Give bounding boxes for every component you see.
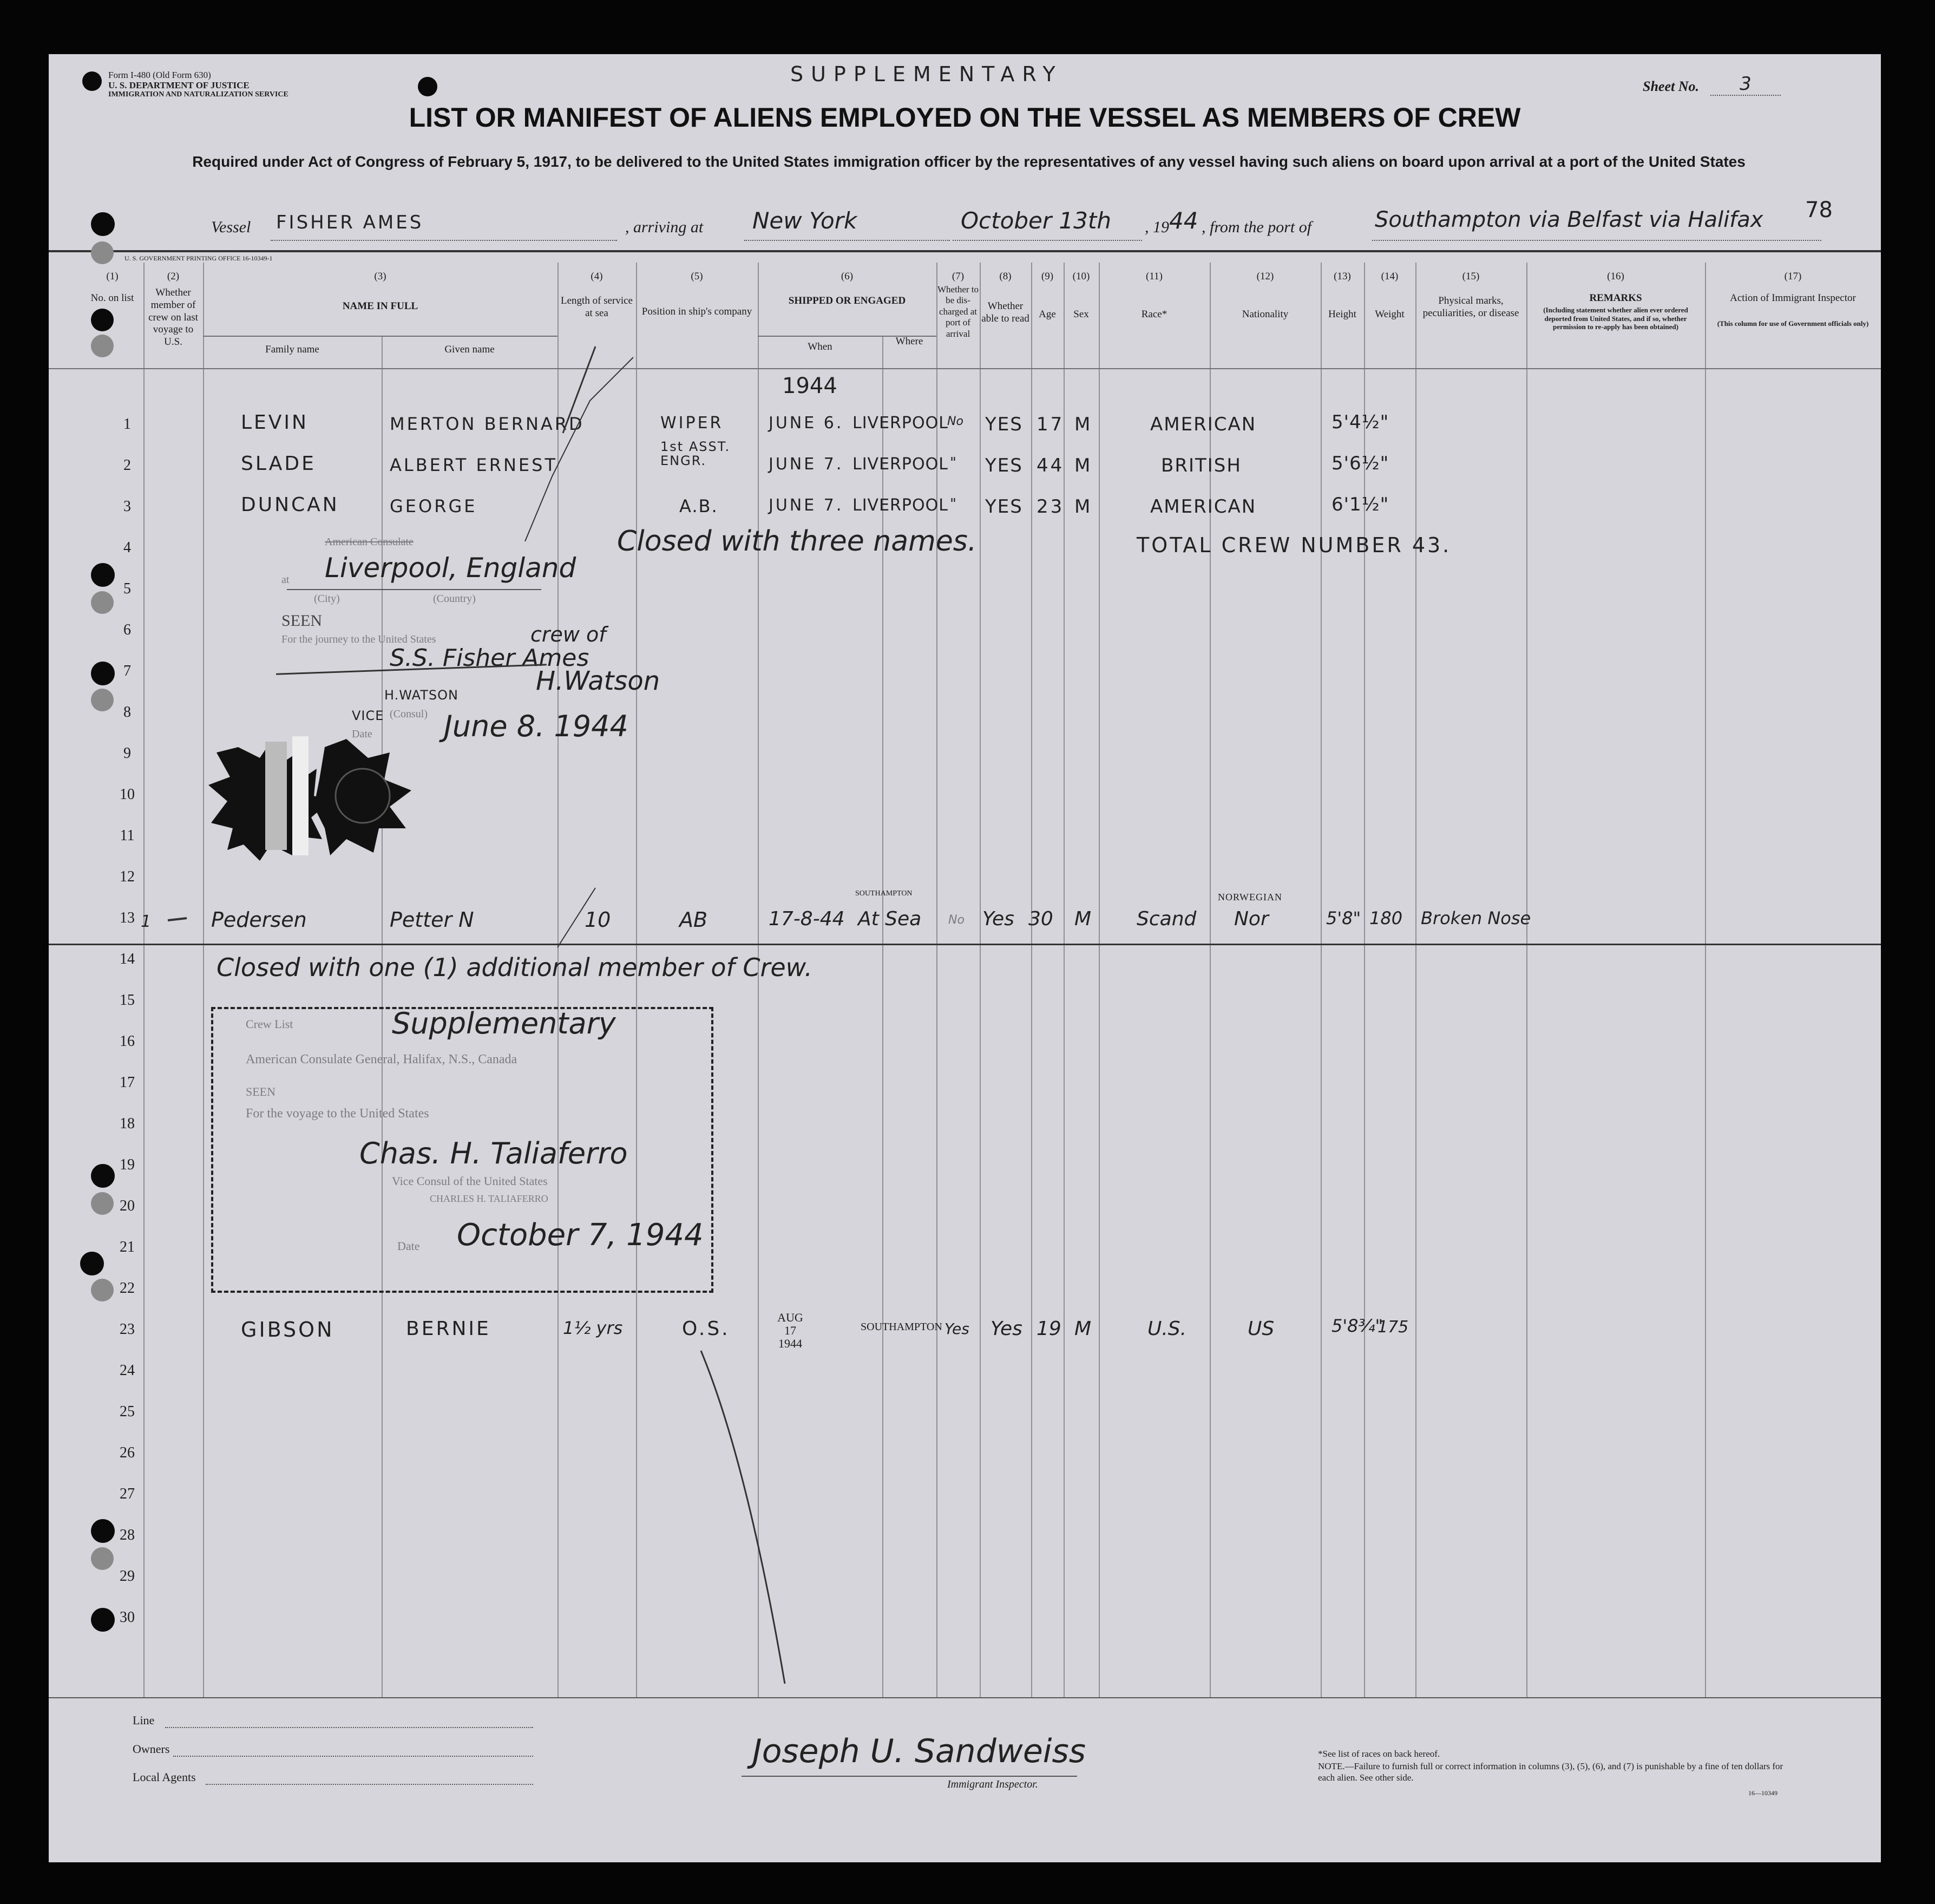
arrival-year: 44 <box>1169 207 1198 234</box>
position: O.S. <box>682 1318 730 1340</box>
age: 17 <box>1037 414 1065 435</box>
stamp-for-text: For the journey to the United States <box>281 633 436 645</box>
stamp-seen: SEEN <box>281 612 322 630</box>
discharged: No <box>947 415 963 428</box>
race: BRITISH <box>1161 455 1242 476</box>
col-16-num: (16) <box>1607 271 1624 282</box>
family-name: DUNCAN <box>241 494 339 516</box>
row-number: 4 <box>123 539 131 556</box>
footer-note: NOTE.—Failure to furnish full or correct information in columns (3), (5), (6), and (7) is punishable by a fine of ten dollars for each alien. See other side. <box>1318 1761 1783 1783</box>
col-5-label: Position in ship's company <box>641 306 752 317</box>
stamp-signature: H.Watson <box>536 666 660 696</box>
col-14-label: Weight <box>1375 309 1405 320</box>
stamp-date-label: Date <box>397 1239 420 1253</box>
col-9-label: Age <box>1039 309 1056 320</box>
shipped-when: JUNE 6. <box>769 414 844 433</box>
col-17-num: (17) <box>1784 271 1802 282</box>
row-number: 21 <box>120 1239 135 1255</box>
height: 5'6½" <box>1331 453 1389 474</box>
service: IMMIGRATION AND NATURALIZATION SERVICE <box>108 90 288 99</box>
footer-form-code: 16—10349 <box>1748 1789 1777 1797</box>
footer-races-note: *See list of races on back hereof. <box>1318 1749 1440 1759</box>
col-13-num: (13) <box>1334 271 1351 282</box>
stamp-consul-label: (Consul) <box>390 708 428 720</box>
row-number: 24 <box>120 1362 135 1379</box>
stamp-city: Liverpool, England <box>325 552 576 584</box>
row-number: 18 <box>120 1115 135 1132</box>
sex: M <box>1074 455 1093 476</box>
stamp-at-label: at <box>281 574 290 586</box>
sex: M <box>1074 414 1093 435</box>
service-length: 10 <box>585 908 611 932</box>
col-15-label: Physical marks, peculiarities, or disease <box>1422 295 1519 319</box>
footer-owners-label: Owners <box>133 1742 170 1756</box>
row-number: 15 <box>120 992 135 1009</box>
stamp-seen: SEEN <box>246 1085 276 1098</box>
row-number: 16 <box>120 1033 135 1050</box>
from-port: Southampton via Belfast via Halifax <box>1375 207 1763 232</box>
col-2-label: Whether member of crew on last voyage to U.S. <box>148 287 198 348</box>
stamp-for-text: For the voyage to the United States <box>246 1107 429 1121</box>
punch-hole <box>91 591 114 614</box>
pen-marks <box>49 54 1881 1862</box>
position: WIPER <box>660 414 724 433</box>
col-6-where: Where <box>895 336 923 347</box>
col-17-note: (This column for use of Government officials only) <box>1717 319 1869 328</box>
height: 6'1½" <box>1331 494 1389 515</box>
row-number: 5 <box>123 580 131 597</box>
race: AMERICAN <box>1150 496 1257 518</box>
sheet-number: 3 <box>1710 73 1781 96</box>
row-number: 20 <box>120 1198 135 1214</box>
row-number: 11 <box>120 827 135 844</box>
stamp-date: June 8. 1944 <box>444 709 628 743</box>
inspector-signature: Joseph U. Sandweiss <box>752 1732 1086 1770</box>
printing-office: U. S. GOVERNMENT PRINTING OFFICE 16-10349-1 <box>124 254 273 262</box>
inspector-label: Immigrant Inspector. <box>947 1778 1038 1790</box>
stamp-supplementary: Supplementary <box>392 1006 616 1041</box>
age: 44 <box>1037 455 1065 476</box>
closing-note-2: Closed with one (1) additional member of Crew. <box>217 953 812 982</box>
row-number: 12 <box>120 868 135 885</box>
nationality: US <box>1248 1318 1275 1340</box>
punch-hole <box>91 662 115 685</box>
col-3-family: Family name <box>265 344 319 355</box>
punch-hole <box>91 563 115 587</box>
race: AMERICAN <box>1150 414 1257 435</box>
col-3-num: (3) <box>374 271 386 282</box>
manifest-subtitle: Required under Act of Congress of February 5, 1917, to be delivered to the United States immigration officer by the representatives of any vessel having such aliens on board upon arrival at a port of the United States <box>192 153 1746 170</box>
shipped-when: JUNE 7. <box>769 455 844 474</box>
row-number: 10 <box>120 786 135 803</box>
row-number: 22 <box>120 1280 135 1297</box>
col-13-label: Height <box>1328 309 1356 320</box>
shipped-when: JUNE 7. <box>769 496 844 515</box>
punch-hole <box>418 77 437 96</box>
row-prefix: 1 <box>141 912 152 931</box>
row-number: 29 <box>120 1568 135 1585</box>
weight: 175 <box>1378 1318 1409 1337</box>
punch-hole <box>91 1547 114 1570</box>
department: U. S. DEPARTMENT OF JUSTICE <box>108 80 250 90</box>
row-number: 8 <box>123 704 131 721</box>
punch-hole <box>91 689 114 711</box>
shipped-where: LIVERPOOL <box>852 414 948 433</box>
stamp-header: American Consulate <box>325 536 414 548</box>
col-9-num: (9) <box>1041 271 1054 282</box>
col-1-label: No. on list <box>90 292 134 304</box>
row-number: 7 <box>123 663 131 679</box>
stamp-title: Vice Consul of the United States <box>392 1174 548 1188</box>
punch-hole <box>91 335 114 357</box>
stamp-signature: Chas. H. Taliaferro <box>359 1136 628 1170</box>
shipped-where: At Sea <box>858 908 922 930</box>
row-number: 13 <box>120 910 135 926</box>
position: A.B. <box>679 496 718 516</box>
col-15-num: (15) <box>1462 271 1480 282</box>
row-number: 2 <box>123 457 131 474</box>
stamp-city-label: (City) <box>314 593 340 605</box>
nationality: Nor <box>1234 908 1269 930</box>
vessel-name: FISHER AMES <box>276 212 424 233</box>
punch-hole <box>91 212 115 236</box>
height: 5'8¾" <box>1331 1316 1383 1336</box>
col-3-given: Given name <box>444 344 495 355</box>
pen-stroke <box>701 1351 785 1684</box>
row-number: 9 <box>123 745 131 762</box>
from-label: , from the port of <box>1202 218 1312 236</box>
age: 30 <box>1028 908 1053 930</box>
position: 1st ASST. ENGR. <box>660 439 731 469</box>
punch-hole <box>91 1608 115 1632</box>
row-number: 14 <box>120 951 135 967</box>
shipped-where: LIVERPOOL <box>852 496 948 515</box>
stamp-printed-name: CHARLES H. TALIAFERRO <box>430 1193 548 1204</box>
punch-hole <box>91 1519 115 1543</box>
stamp-consulate: American Consulate General, Halifax, N.S., Canada <box>246 1052 517 1066</box>
col-6-num: (6) <box>841 271 854 282</box>
col-16-label: REMARKS <box>1589 292 1642 304</box>
row-number: 27 <box>120 1486 135 1502</box>
given-name: MERTON BERNARD <box>390 414 585 434</box>
discharged: Yes <box>944 1320 969 1338</box>
col-14-num: (14) <box>1381 271 1399 282</box>
given-name: BERNIE <box>406 1318 491 1340</box>
stamp-printed-name: H.WATSON <box>384 688 458 703</box>
strike-mark <box>168 918 187 920</box>
position: AB <box>679 908 708 932</box>
row-number: 3 <box>123 498 131 515</box>
pen-stroke <box>525 357 633 541</box>
given-name: GEORGE <box>390 496 477 516</box>
sex: M <box>1074 496 1093 518</box>
col-8-num: (8) <box>999 271 1012 282</box>
arriving-port: New York <box>752 207 857 234</box>
stamp-country-label: (Country) <box>433 593 476 605</box>
col-11-label: Race* <box>1141 309 1167 320</box>
col-10-num: (10) <box>1072 271 1090 282</box>
sex: M <box>1074 1318 1092 1340</box>
row-number: 1 <box>123 416 131 433</box>
col-12-label: Nationality <box>1242 309 1289 320</box>
col-16-note: (Including statement whether alien ever ordered deported from United States, and if so, whether permission to re-apply has been obtained) <box>1543 306 1688 331</box>
discharged: " <box>950 496 956 512</box>
stamp-ship: S.S. Fisher Ames <box>390 644 589 672</box>
discharged: " <box>950 455 956 471</box>
race: Scand <box>1137 908 1197 930</box>
sheet-label: Sheet No. <box>1643 78 1699 94</box>
height: 5'8" <box>1326 908 1361 928</box>
page-number: 78 <box>1805 198 1833 223</box>
pen-stroke <box>557 888 595 947</box>
col-8-label: Whether able to read <box>981 300 1029 324</box>
col-2-num: (2) <box>167 271 180 282</box>
col-6-label: SHIPPED OR ENGAGED <box>788 295 906 306</box>
punch-hole <box>91 309 114 331</box>
footer-agents-label: Local Agents <box>133 1770 196 1784</box>
form-number: Form I-480 (Old Form 630) <box>108 70 211 80</box>
family-name: GIBSON <box>241 1318 334 1342</box>
total-crew: TOTAL CREW NUMBER 43. <box>1137 533 1452 557</box>
height: 5'4½" <box>1331 411 1389 433</box>
col-3-label: NAME IN FULL <box>342 300 418 312</box>
shipped-when: 17-8-44 <box>769 908 845 930</box>
punch-hole <box>91 241 114 264</box>
col-4-num: (4) <box>591 271 603 282</box>
year-prefix: , 19 <box>1145 218 1169 236</box>
punch-hole <box>80 1252 104 1275</box>
age: 19 <box>1037 1318 1061 1340</box>
col-10-label: Sex <box>1073 309 1089 320</box>
service-length: 1½ yrs <box>563 1318 623 1338</box>
punch-hole <box>82 71 102 91</box>
year-written: 1944 <box>782 374 837 398</box>
col-12-num: (12) <box>1256 271 1274 282</box>
row-number: 19 <box>120 1156 135 1173</box>
stamp-crew-text: crew of <box>530 623 606 646</box>
manifest-sheet <box>49 54 1881 1862</box>
col-5-num: (5) <box>691 271 703 282</box>
given-name: Petter N <box>390 908 474 932</box>
col-6-when: When <box>808 341 832 352</box>
punch-hole <box>91 1279 114 1301</box>
pen-stroke <box>563 346 595 433</box>
able-to-read: YES <box>985 496 1023 518</box>
shipped-where: LIVERPOOL <box>852 455 948 474</box>
row-number: 30 <box>120 1609 135 1626</box>
stamp-vice: VICE <box>352 708 384 723</box>
shipped-where-note: SOUTHAMPTON <box>855 889 913 898</box>
discharged: No <box>948 913 965 927</box>
physical-marks: Broken Nose <box>1421 908 1531 928</box>
arrival-date: October 13th <box>961 207 1111 234</box>
race: U.S. <box>1147 1318 1187 1340</box>
supplementary-mark: SUPPLEMENTARY <box>790 62 1063 86</box>
family-name: LEVIN <box>241 411 309 434</box>
col-7-num: (7) <box>952 271 965 282</box>
col-17-label: Action of Immigrant Inspector <box>1730 292 1856 304</box>
able-to-read: YES <box>985 414 1023 435</box>
able-to-read: Yes <box>982 908 1014 930</box>
row-number: 26 <box>120 1444 135 1461</box>
sex: M <box>1074 908 1092 930</box>
footer-line-label: Line <box>133 1713 155 1727</box>
col-4-label: Length of service at sea <box>561 295 633 319</box>
able-to-read: Yes <box>991 1318 1022 1340</box>
vessel-label: Vessel <box>211 218 251 236</box>
given-name: ALBERT ERNEST <box>390 455 557 475</box>
col-1-num: (1) <box>106 271 119 282</box>
punch-hole <box>91 1164 115 1188</box>
weight: 180 <box>1369 908 1403 928</box>
row-number: 17 <box>120 1074 135 1091</box>
nationality-note: NORWEGIAN <box>1218 892 1282 902</box>
family-name: Pedersen <box>211 908 307 932</box>
stamp-crew-list: Crew List <box>246 1017 293 1031</box>
manifest-title: LIST OR MANIFEST OF ALIENS EMPLOYED ON THE VESSEL AS MEMBERS OF CREW <box>409 102 1521 133</box>
punch-hole <box>91 1192 114 1215</box>
able-to-read: YES <box>985 455 1023 476</box>
row-number: 25 <box>120 1403 135 1420</box>
col-11-num: (11) <box>1146 271 1163 282</box>
row-number: 28 <box>120 1527 135 1543</box>
arriving-label: , arriving at <box>625 218 704 236</box>
stamp-date: October 7, 1944 <box>457 1218 704 1253</box>
shipped-where: SOUTHAMPTON <box>861 1321 942 1333</box>
shipped-when: AUG 17 1944 <box>777 1311 803 1351</box>
family-name: SLADE <box>241 453 316 475</box>
stamp-date-label: Date <box>352 728 372 740</box>
closing-note-1: Closed with three names. <box>617 525 977 558</box>
col-7-label: Whether to be dis-charged at port of arrival <box>937 284 979 339</box>
row-number: 6 <box>123 621 131 638</box>
row-number: 23 <box>120 1321 135 1338</box>
age: 23 <box>1037 496 1065 518</box>
